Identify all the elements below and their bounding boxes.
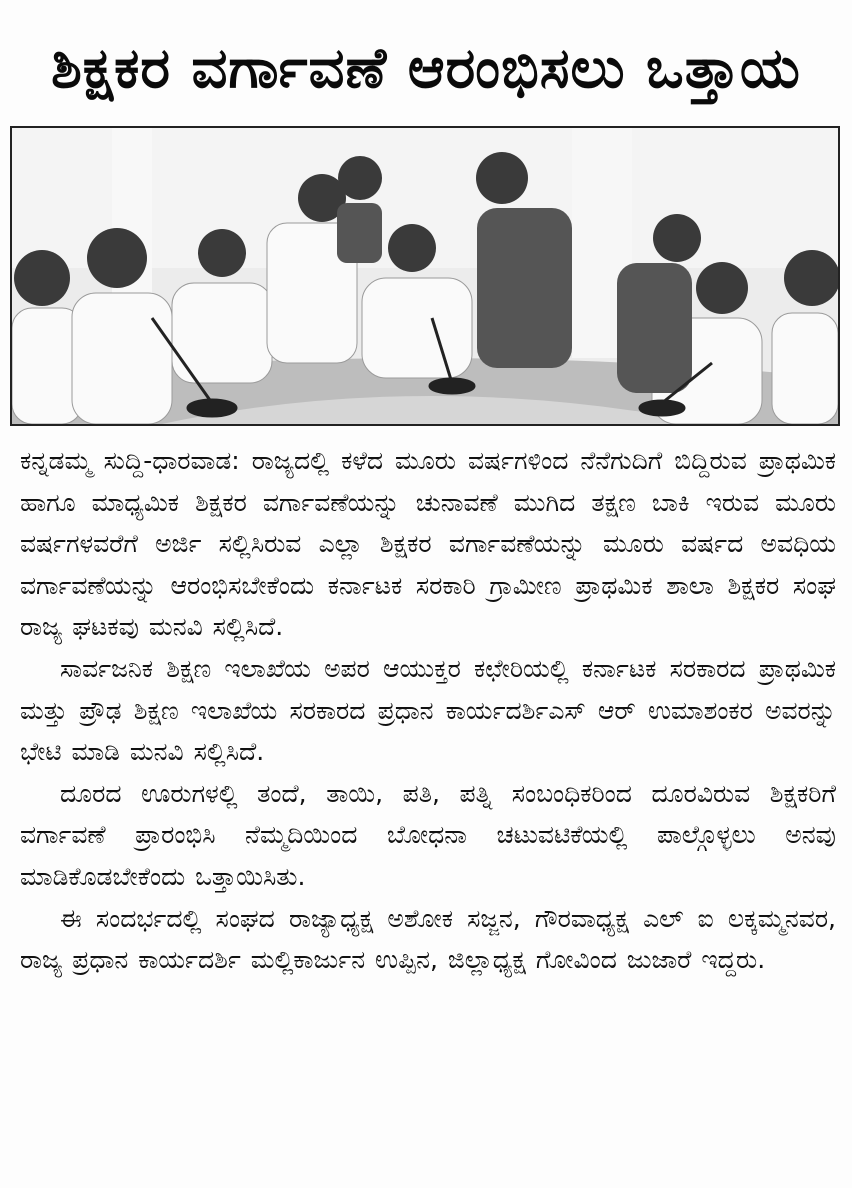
meeting-photo-icon <box>12 128 838 424</box>
article-paragraph-2: ಸಾರ್ವಜನಿಕ ಶಿಕ್ಷಣ ಇಲಾಖೆಯ ಅಪರ ಆಯುಕ್ತರ ಕಛೇರಿಯಲ್ಲಿ ಕರ್ನಾಟಕ ಸರಕಾರದ ಪ್ರಾಥಮಿಕ ಮತ್ತು ಪ್ರೌಢ ಶಿಕ್ಷಣ ಇಲಾಖೆಯ ಸರಕಾರದ ಪ್ರಧಾನ ಕಾರ್ಯದರ್ಶಿಎಸ್ ಆರ್ ಉಮಾಶಂಕರ ಅವರನ್ನು ಭೇಟಿ ಮಾಡಿ ಮನವಿ ಸಲ್ಲಿಸಿದೆ. <box>20 653 836 767</box>
headline: ಶಿಕ್ಷಕರ ವರ್ಗಾವಣೆ ಆರಂಭಿಸಲು ಒತ್ತಾಯ <box>51 36 801 101</box>
meeting-photo <box>10 126 840 426</box>
article-body <box>20 440 836 1180</box>
article-paragraph-1: ಕನ್ನಡಮ್ಮ ಸುದ್ದಿ-ಧಾರವಾಡ: ರಾಜ್ಯದಲ್ಲಿ ಕಳೆದ ಮೂರು ವರ್ಷಗಳಿಂದ ನೆನೆಗುದಿಗೆ ಬಿದ್ದಿರುವ ಪ್ರಾಥಮಿಕ ಹಾಗೂ ಮಾಧ್ಯಮಿಕ ಶಿಕ್ಷಕರ ವರ್ಗಾವಣೆಯನ್ನು ಚುನಾವಣೆ ಮುಗಿದ ತಕ್ಷಣ ಬಾಕಿ ಇರುವ ಮೂರು ವರ್ಷಗಳವರೆಗೆ ಅರ್ಜಿ ಸಲ್ಲಿಸಿರುವ ಎಲ್ಲಾ ಶಿಕ್ಷಕರ ವರ್ಗಾವಣೆಯನ್ನು ಮೂರು ವರ್ಷದ ಅವಧಿಯ ವರ್ಗಾವಣೆಯನ್ನು ಆರಂಭಿಸಬೇಕೆಂದು ಕರ್ನಾಟಕ ಸರಕಾರಿ ಗ್ರಾಮೀಣ ಪ್ರಾಥಮಿಕ ಶಾಲಾ ಶಿಕ್ಷಕರ ಸಂಘ ರಾಜ್ಯ ಘಟಕವು ಮನವಿ ಸಲ್ಲಿಸಿದೆ. <box>20 446 836 642</box>
article-paragraph-3: ದೂರದ ಊರುಗಳಲ್ಲಿ ತಂದೆ, ತಾಯಿ, ಪತಿ, ಪತ್ನಿ ಸಂಬಂಧಿಕರಿಂದ ದೂರವಿರುವ ಶಿಕ್ಷಕರಿಗೆ ವರ್ಗಾವಣೆ ಪ್ರಾರಂಭಿಸಿ ನೆಮ್ಮದಿಯಿಂದ ಬೋಧನಾ ಚಟುವಟಿಕೆಯಲ್ಲಿ ಪಾಲ್ಗೊಳ್ಳಲು ಅನವು ಮಾಡಿಕೊಡಬೇಕೆಂದು ಒತ್ತಾಯಿಸಿತು. <box>20 778 836 891</box>
article-paragraph-4: ಈ ಸಂದರ್ಭದಲ್ಲಿ ಸಂಘದ ರಾಜ್ಯಾಧ್ಯಕ್ಷ ಅಶೋಕ ಸಜ್ಜನ, ಗೌರವಾಧ್ಯಕ್ಷ ಎಲ್ ಐ ಲಕ್ಕಮ್ಮನವರ, ರಾಜ್ಯ ಪ್ರಧಾನ ಕಾರ್ಯದರ್ಶಿ ಮಲ್ಲಿಕಾರ್ಜುನ ಉಪ್ಪಿನ, ಜಿಲ್ಲಾಧ್ಯಕ್ಷ ಗೋವಿಂದ ಜುಜಾರೆ ಇದ್ದರು. <box>20 903 836 975</box>
